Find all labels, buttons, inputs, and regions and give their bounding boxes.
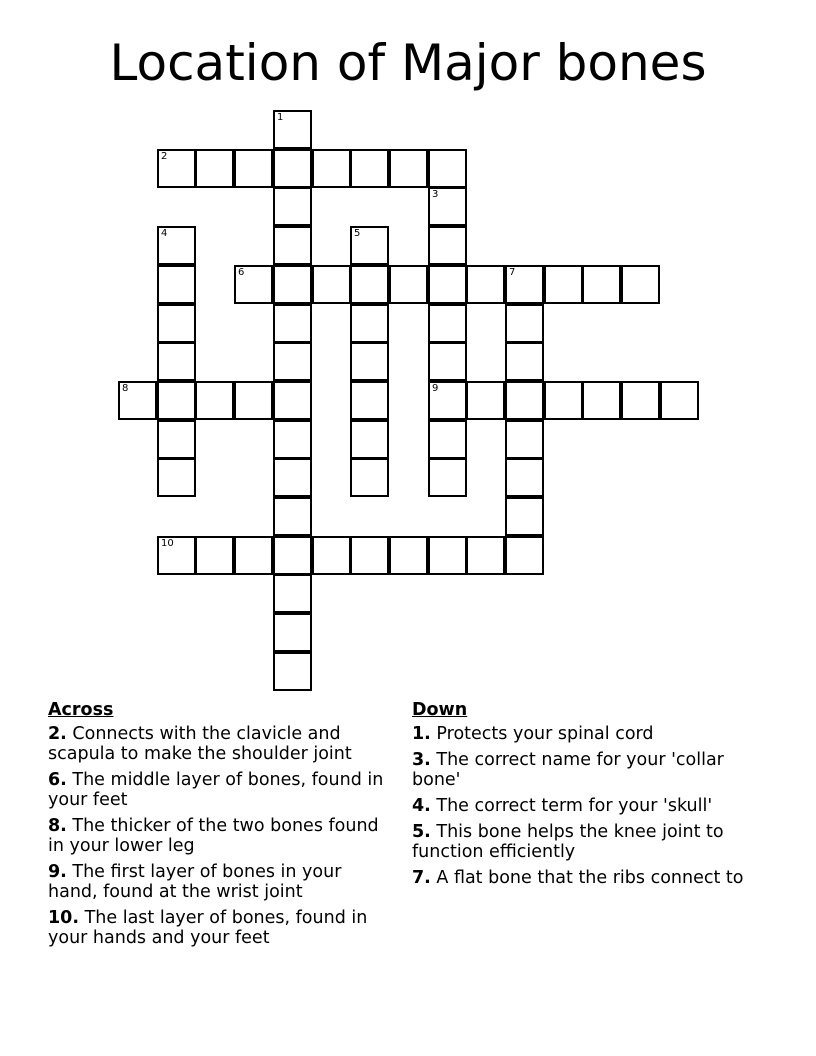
crossword-cell[interactable] [428, 536, 467, 575]
crossword-cell[interactable] [273, 613, 312, 652]
crossword-cell[interactable] [157, 342, 196, 381]
clue-number: 3. [412, 750, 431, 770]
crossword-cell[interactable] [157, 265, 196, 304]
clue-across-8 [48, 816, 388, 856]
clue-number: 2. [48, 724, 67, 744]
clue-number-label: 4 [161, 228, 168, 239]
crossword-cell[interactable] [350, 265, 389, 304]
clue-down-5 [412, 822, 752, 862]
clue-number: 10. [48, 908, 80, 928]
crossword-cell[interactable] [350, 536, 389, 575]
crossword-cell[interactable] [505, 342, 544, 381]
clue-number: 6. [48, 770, 67, 790]
crossword-cell[interactable] [234, 381, 273, 420]
crossword-cell[interactable] [350, 226, 389, 265]
clue-text: The last layer of bones, found in your hands and your feet [48, 908, 368, 948]
clue-number-label: 6 [238, 267, 245, 278]
crossword-cell[interactable] [582, 265, 621, 304]
clue-number: 5. [412, 822, 431, 842]
crossword-cell[interactable] [195, 149, 234, 188]
crossword-cell[interactable] [273, 149, 312, 188]
clue-across-10 [48, 908, 388, 948]
clue-text: This bone helps the knee joint to function efficiently [412, 822, 724, 862]
clue-across-9 [48, 862, 388, 902]
clue-down-1 [412, 724, 752, 744]
crossword-cell[interactable] [273, 342, 312, 381]
crossword-cell[interactable] [466, 265, 505, 304]
crossword-cell[interactable] [234, 265, 273, 304]
crossword-cell[interactable] [350, 342, 389, 381]
crossword-cell[interactable] [157, 381, 196, 420]
crossword-cell[interactable] [428, 149, 467, 188]
crossword-cell[interactable] [389, 536, 428, 575]
crossword-cell[interactable] [505, 381, 544, 420]
crossword-cell[interactable] [350, 381, 389, 420]
crossword-cell[interactable] [621, 381, 660, 420]
clue-down-3 [412, 750, 752, 790]
crossword-cell[interactable] [428, 304, 467, 343]
crossword-cell[interactable] [389, 265, 428, 304]
clue-text: The correct term for your 'skull' [436, 796, 713, 816]
clue-number: 4. [412, 796, 431, 816]
crossword-cell[interactable] [350, 149, 389, 188]
crossword-cell[interactable] [428, 420, 467, 459]
crossword-cell[interactable] [312, 536, 351, 575]
crossword-cell[interactable] [350, 458, 389, 497]
crossword-cell[interactable] [505, 265, 544, 304]
crossword-cell[interactable] [621, 265, 660, 304]
crossword-cell[interactable] [350, 420, 389, 459]
crossword-cell[interactable] [428, 226, 467, 265]
clue-number-label: 9 [432, 383, 439, 394]
clue-number-label: 7 [509, 267, 516, 278]
clue-text: The middle layer of bones, found in your feet [48, 770, 384, 810]
down-heading: Down [412, 700, 468, 720]
crossword-cell[interactable] [157, 304, 196, 343]
crossword-cell[interactable] [273, 226, 312, 265]
crossword-cell[interactable] [157, 149, 196, 188]
clue-text: The thicker of the two bones found in your lower leg [48, 816, 379, 856]
crossword-cell[interactable] [273, 497, 312, 536]
crossword-cell[interactable] [544, 381, 583, 420]
clue-number-label: 3 [432, 189, 439, 200]
crossword-cell[interactable] [273, 265, 312, 304]
crossword-cell[interactable] [273, 420, 312, 459]
clue-text: Connects with the clavicle and scapula to make the shoulder joint [48, 724, 352, 764]
crossword-cell[interactable] [428, 265, 467, 304]
crossword-cell[interactable] [157, 226, 196, 265]
crossword-cell[interactable] [350, 304, 389, 343]
crossword-cell[interactable] [312, 149, 351, 188]
clue-number: 9. [48, 862, 67, 882]
across-heading: Across [48, 700, 114, 720]
crossword-cell[interactable] [273, 187, 312, 226]
crossword-cell[interactable] [273, 536, 312, 575]
clue-number: 8. [48, 816, 67, 836]
crossword-cell[interactable] [118, 381, 157, 420]
crossword-cell[interactable] [428, 187, 467, 226]
clue-down-7 [412, 868, 752, 888]
clue-text: The correct name for your 'collar bone' [412, 750, 724, 790]
down-clues [412, 700, 752, 894]
crossword-cell[interactable] [505, 420, 544, 459]
clue-text: A flat bone that the ribs connect to [436, 868, 744, 888]
crossword-cell[interactable] [273, 381, 312, 420]
crossword-cell[interactable] [157, 420, 196, 459]
crossword-cell[interactable] [273, 110, 312, 149]
crossword-cell[interactable] [273, 574, 312, 613]
crossword-cell[interactable] [428, 381, 467, 420]
crossword-cell[interactable] [389, 149, 428, 188]
crossword-cell[interactable] [505, 458, 544, 497]
clue-number: 1. [412, 724, 431, 744]
crossword-cell[interactable] [428, 342, 467, 381]
crossword-cell[interactable] [273, 304, 312, 343]
across-clues [48, 700, 388, 954]
crossword-cell[interactable] [505, 304, 544, 343]
crossword-cell[interactable] [157, 458, 196, 497]
clue-number-label: 5 [354, 228, 361, 239]
clue-text: Protects your spinal cord [436, 724, 654, 744]
crossword-cell[interactable] [505, 497, 544, 536]
clue-across-2 [48, 724, 388, 764]
crossword-cell[interactable] [312, 265, 351, 304]
clue-number-label: 10 [161, 538, 174, 549]
crossword-cell[interactable] [582, 381, 621, 420]
crossword-cell[interactable] [466, 381, 505, 420]
crossword-cell[interactable] [428, 458, 467, 497]
crossword-cell[interactable] [195, 536, 234, 575]
crossword-cell[interactable] [466, 536, 505, 575]
clue-down-4 [412, 796, 752, 816]
crossword-cell[interactable] [660, 381, 699, 420]
clue-across-6 [48, 770, 388, 810]
crossword-cell[interactable] [195, 381, 234, 420]
clue-number-label: 8 [122, 383, 129, 394]
clue-text: The first layer of bones in your hand, found at the wrist joint [48, 862, 342, 902]
crossword-cell[interactable] [273, 458, 312, 497]
crossword-cell[interactable] [544, 265, 583, 304]
crossword-cell[interactable] [505, 536, 544, 575]
clue-number-label: 2 [161, 151, 168, 162]
page-title: Location of Major bones [109, 34, 707, 92]
clue-number: 7. [412, 868, 431, 888]
crossword-cell[interactable] [234, 149, 273, 188]
crossword-cell[interactable] [273, 652, 312, 691]
clue-number-label: 1 [277, 112, 284, 123]
crossword-cell[interactable] [234, 536, 273, 575]
crossword-cell[interactable] [157, 536, 196, 575]
